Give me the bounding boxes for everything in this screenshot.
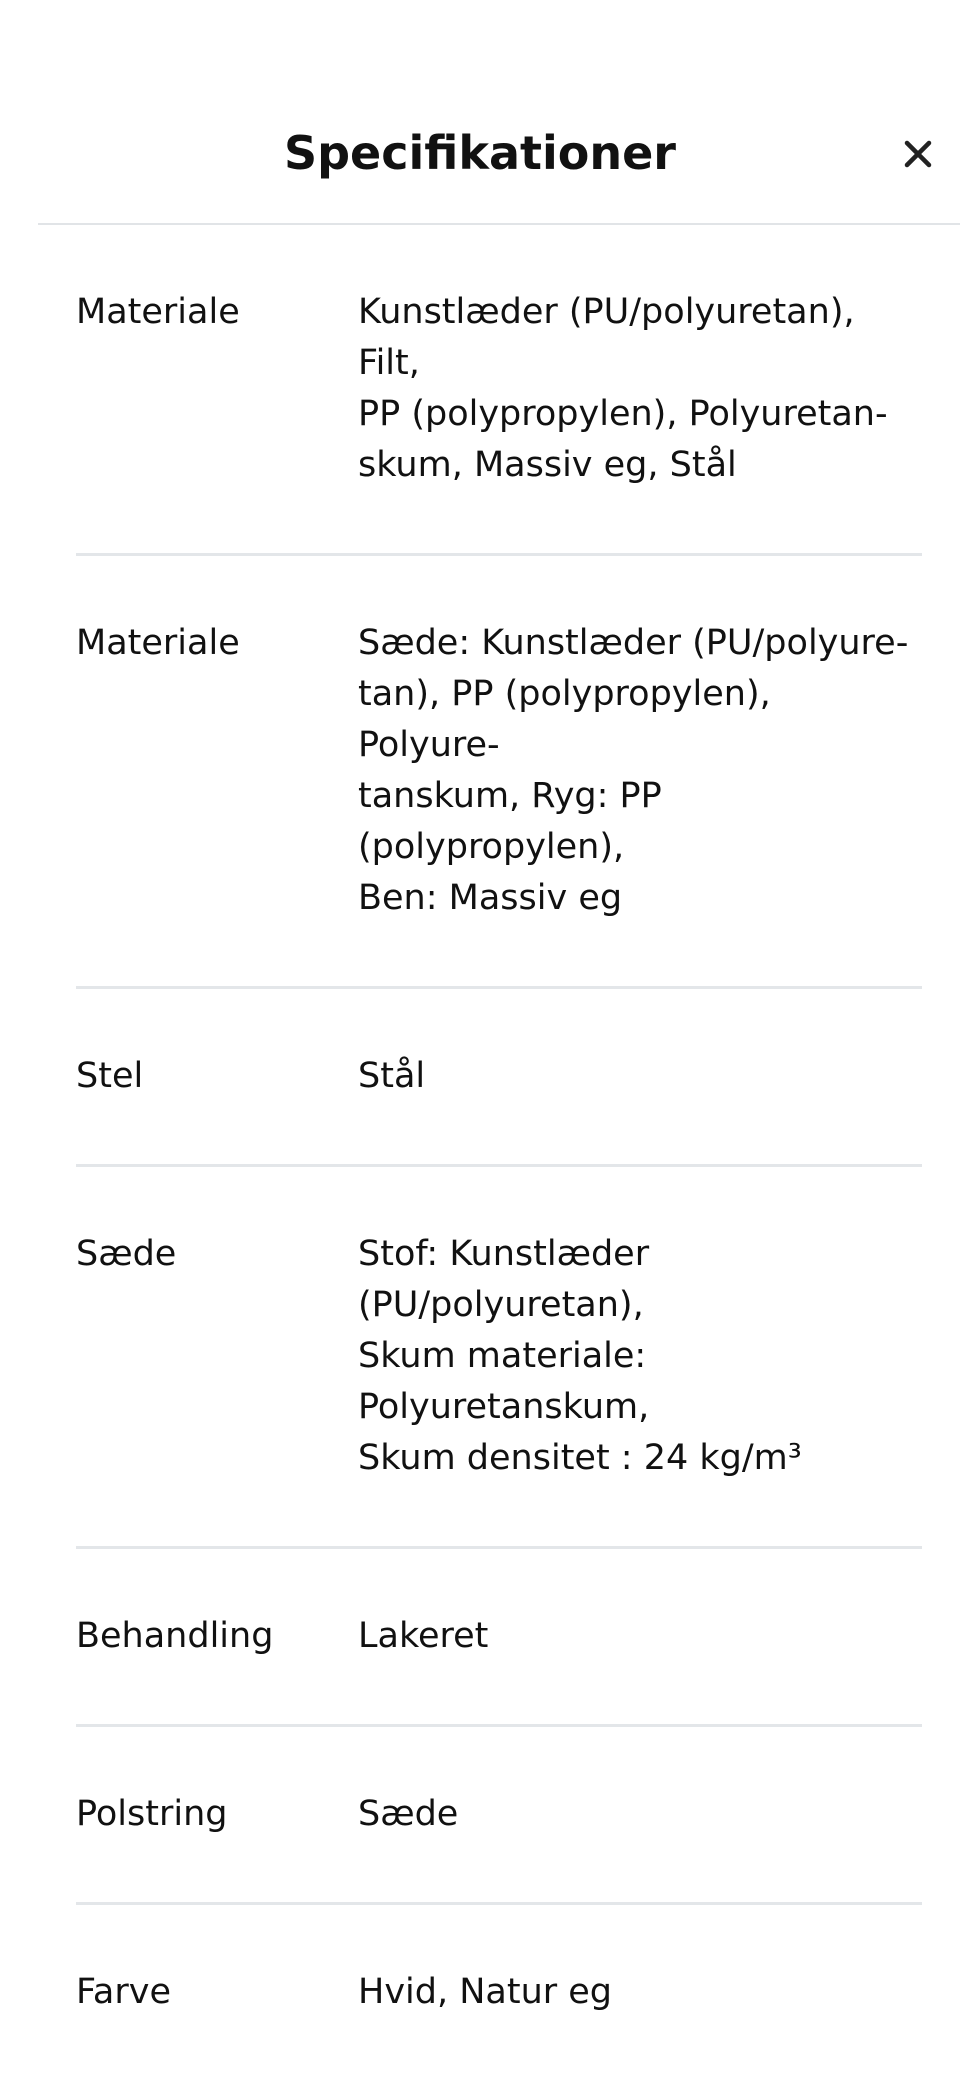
spec-value: Stål <box>358 1056 426 1096</box>
spec-row-polstring <box>76 1727 922 1905</box>
spec-value: Lakeret <box>358 1616 489 1656</box>
spec-label: Sæde <box>76 1234 177 1274</box>
spec-label: Materiale <box>76 292 240 332</box>
panel-header <box>38 0 960 225</box>
spec-label: Behandling <box>76 1616 274 1656</box>
spec-label: Materiale <box>76 623 240 663</box>
spec-row-farve <box>76 1905 922 2080</box>
spec-row-materiale <box>76 225 922 556</box>
spec-value: Sæde: Kunstlæder (PU/polyure- tan), PP (polypropylen), Polyure- tanskum, Ryg: PP (polypropylen), Ben: Massiv eg <box>358 623 909 918</box>
spec-list <box>76 225 922 2080</box>
spec-label: Polstring <box>76 1794 228 1834</box>
panel-title: Specifikationer <box>283 126 676 180</box>
close-button[interactable] <box>894 130 942 178</box>
spec-value: Kunstlæder (PU/polyuretan), Filt, PP (polypropylen), Polyuretan- skum, Massiv eg, Stål <box>358 292 888 485</box>
spec-row-materiale-detail <box>76 556 922 989</box>
spec-value: Stof: Kunstlæder (PU/polyuretan), Skum materiale: Polyuretanskum, Skum densitet : 24 kg/m³ <box>358 1234 802 1478</box>
spec-label: Stel <box>76 1056 144 1096</box>
close-icon <box>903 139 933 169</box>
spec-row-stel <box>76 989 922 1167</box>
spec-value: Sæde <box>358 1794 459 1834</box>
spec-label: Farve <box>76 1972 172 2012</box>
spec-row-behandling <box>76 1549 922 1727</box>
spec-value: Hvid, Natur eg <box>358 1972 613 2012</box>
spec-row-saede <box>76 1167 922 1549</box>
